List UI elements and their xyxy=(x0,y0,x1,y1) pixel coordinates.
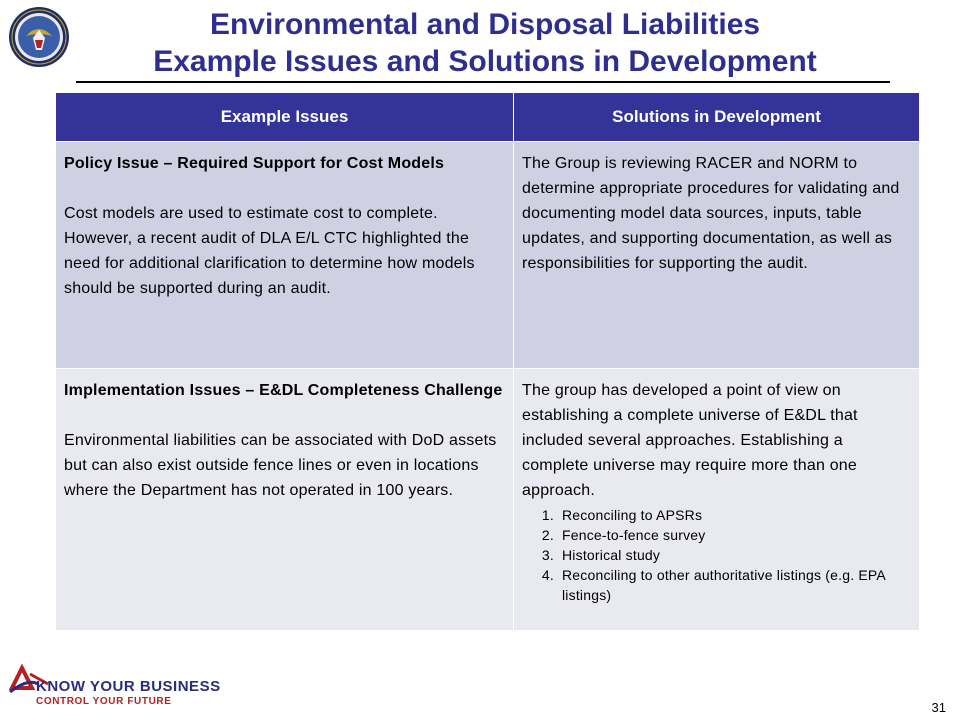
table-row xyxy=(56,369,920,631)
slide-title xyxy=(80,6,890,80)
title-underline xyxy=(76,81,890,83)
approaches-list xyxy=(522,505,911,605)
issue-heading: Policy Issue – Required Support for Cost Models xyxy=(64,155,445,172)
logo-text-primary: KNOW YOUR BUSINESS xyxy=(36,678,221,695)
title-line-1: Environmental and Disposal Liabilities xyxy=(209,8,761,41)
page-number: 31 xyxy=(931,700,946,715)
title-line-2: Example Issues and Solutions in Development xyxy=(153,45,817,78)
dod-seal-logo xyxy=(8,6,70,68)
solution-cell xyxy=(514,142,920,369)
header-example-issues: Example Issues xyxy=(56,93,514,142)
solution-body: The Group is reviewing RACER and NORM to determine appropriate procedures for validating and documenting model data sources, inputs, table updates, and supporting documentation, as well as responsibilities for supporting the audit. xyxy=(522,155,900,272)
solution-cell xyxy=(514,369,920,631)
issue-cell xyxy=(56,142,514,369)
list-item: 2. Fence-to-fence survey xyxy=(558,525,911,545)
solution-body: The group has developed a point of view on establishing a complete universe of E&DL that included several approaches. Establishing a complete universe may require more than one approach. xyxy=(522,382,858,499)
header-solutions: Solutions in Development xyxy=(514,93,920,142)
issue-body: Environmental liabilities can be associated with DoD assets but can also exist outside fence lines or even in locations where the Department has not operated in 100 years. xyxy=(64,432,497,499)
logo-text-secondary: CONTROL YOUR FUTURE xyxy=(36,696,172,707)
issue-cell xyxy=(56,369,514,631)
list-item: 4. Reconciling to other authoritative listings (e.g. EPA listings) xyxy=(558,565,911,605)
issue-heading: Implementation Issues – E&DL Completeness Challenge xyxy=(64,382,503,399)
table-header-row xyxy=(56,93,920,142)
issues-solutions-table xyxy=(55,92,920,631)
list-item: 1. Reconciling to APSRs xyxy=(558,505,911,525)
list-item: 3. Historical study xyxy=(558,545,911,565)
table-row xyxy=(56,142,920,369)
issue-body: Cost models are used to estimate cost to complete. However, a recent audit of DLA E/L CTC highlighted the need for additional clarification to determine how models should be supported during an audit. xyxy=(64,205,475,297)
